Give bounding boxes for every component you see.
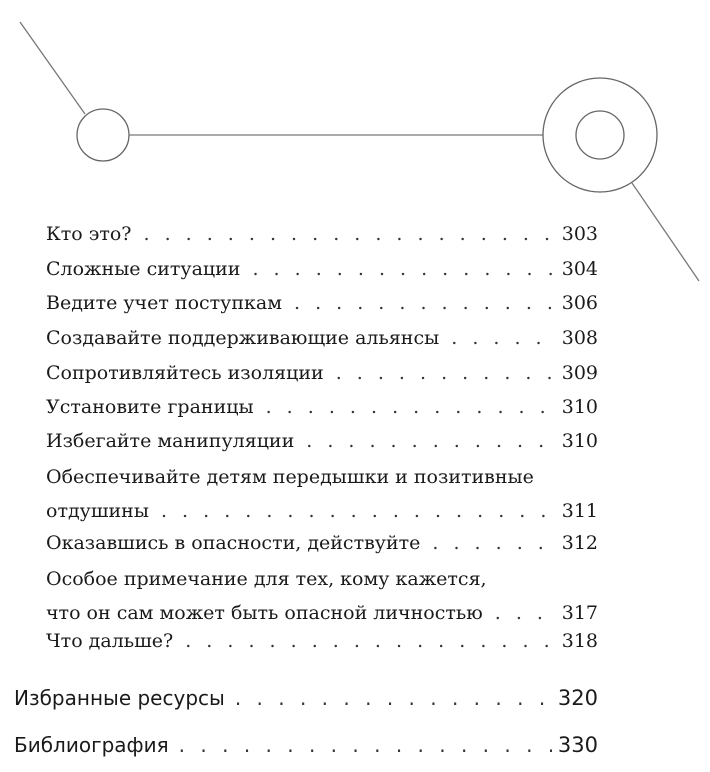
toc-entry[interactable] [46,252,598,286]
toc-page-number: 310 [561,430,598,452]
leader-dots [336,356,554,390]
toc-entry-title: Установите границы [46,396,254,418]
toc-page-number: 317 [561,602,598,624]
toc-entry-title-line-1: Обеспечивайте детям передышки и позитивные [46,466,534,488]
toc-page-number: 309 [561,362,598,384]
toc-entry-title-line-2: отдушины [46,500,149,522]
toc-entry[interactable] [46,286,598,320]
toc-entry-title: Избегайте манипуляции [46,430,295,452]
toc-entry[interactable] [46,217,598,251]
toc-entry[interactable] [46,460,598,528]
leader-dots [161,494,554,528]
toc-page-number: 330 [557,733,598,757]
toc-entry[interactable] [46,356,598,390]
toc-page-number: 320 [557,686,598,710]
toc-entry-title-line-2: что он сам может быть опасной личностью [46,602,483,624]
toc-entry-title: Ведите учет поступкам [46,292,282,314]
leader-dots [235,680,552,716]
toc-entry[interactable] [46,624,598,658]
toc-entry[interactable] [46,424,598,458]
toc-page-number: 318 [561,630,598,652]
toc-page-number: 308 [561,327,598,349]
leader-dots [294,286,554,320]
leader-dots [185,624,554,658]
toc-major-entry[interactable] [14,727,598,763]
toc-page-number: 310 [561,396,598,418]
toc-major-title: Избранные ресурсы [14,686,225,710]
toc-entry-title: Оказавшись в опасности, действуйте [46,532,421,554]
leader-dots [451,321,554,355]
toc-page-number: 303 [561,223,598,245]
toc-entry-title: Кто это? [46,223,132,245]
toc-entry[interactable] [46,390,598,424]
toc-page-number: 311 [561,500,598,522]
toc-page-number: 304 [561,258,598,280]
leader-dots [143,217,553,251]
toc-major-title: Библиография [14,733,169,757]
toc-page-number: 306 [561,292,598,314]
toc-page-number: 312 [561,532,598,554]
toc-entry-title: Сопротивляйтесь изоляции [46,362,324,384]
toc-major-entry[interactable] [14,680,598,716]
toc-entry[interactable] [46,321,598,355]
leader-dots [266,390,554,424]
toc-entry[interactable] [46,526,598,560]
toc-entry-title-line-1: Особое примечание для тех, кому кажется, [46,568,487,590]
toc-entry-title: Создавайте поддерживающие альянсы [46,327,440,349]
leader-dots [179,727,552,763]
leader-dots [432,526,553,560]
toc-entry-title: Сложные ситуации [46,258,241,280]
toc-entry-title: Что дальше? [46,630,174,652]
leader-dots [306,424,554,458]
leader-dots [252,252,553,286]
toc-entry[interactable] [46,562,598,630]
